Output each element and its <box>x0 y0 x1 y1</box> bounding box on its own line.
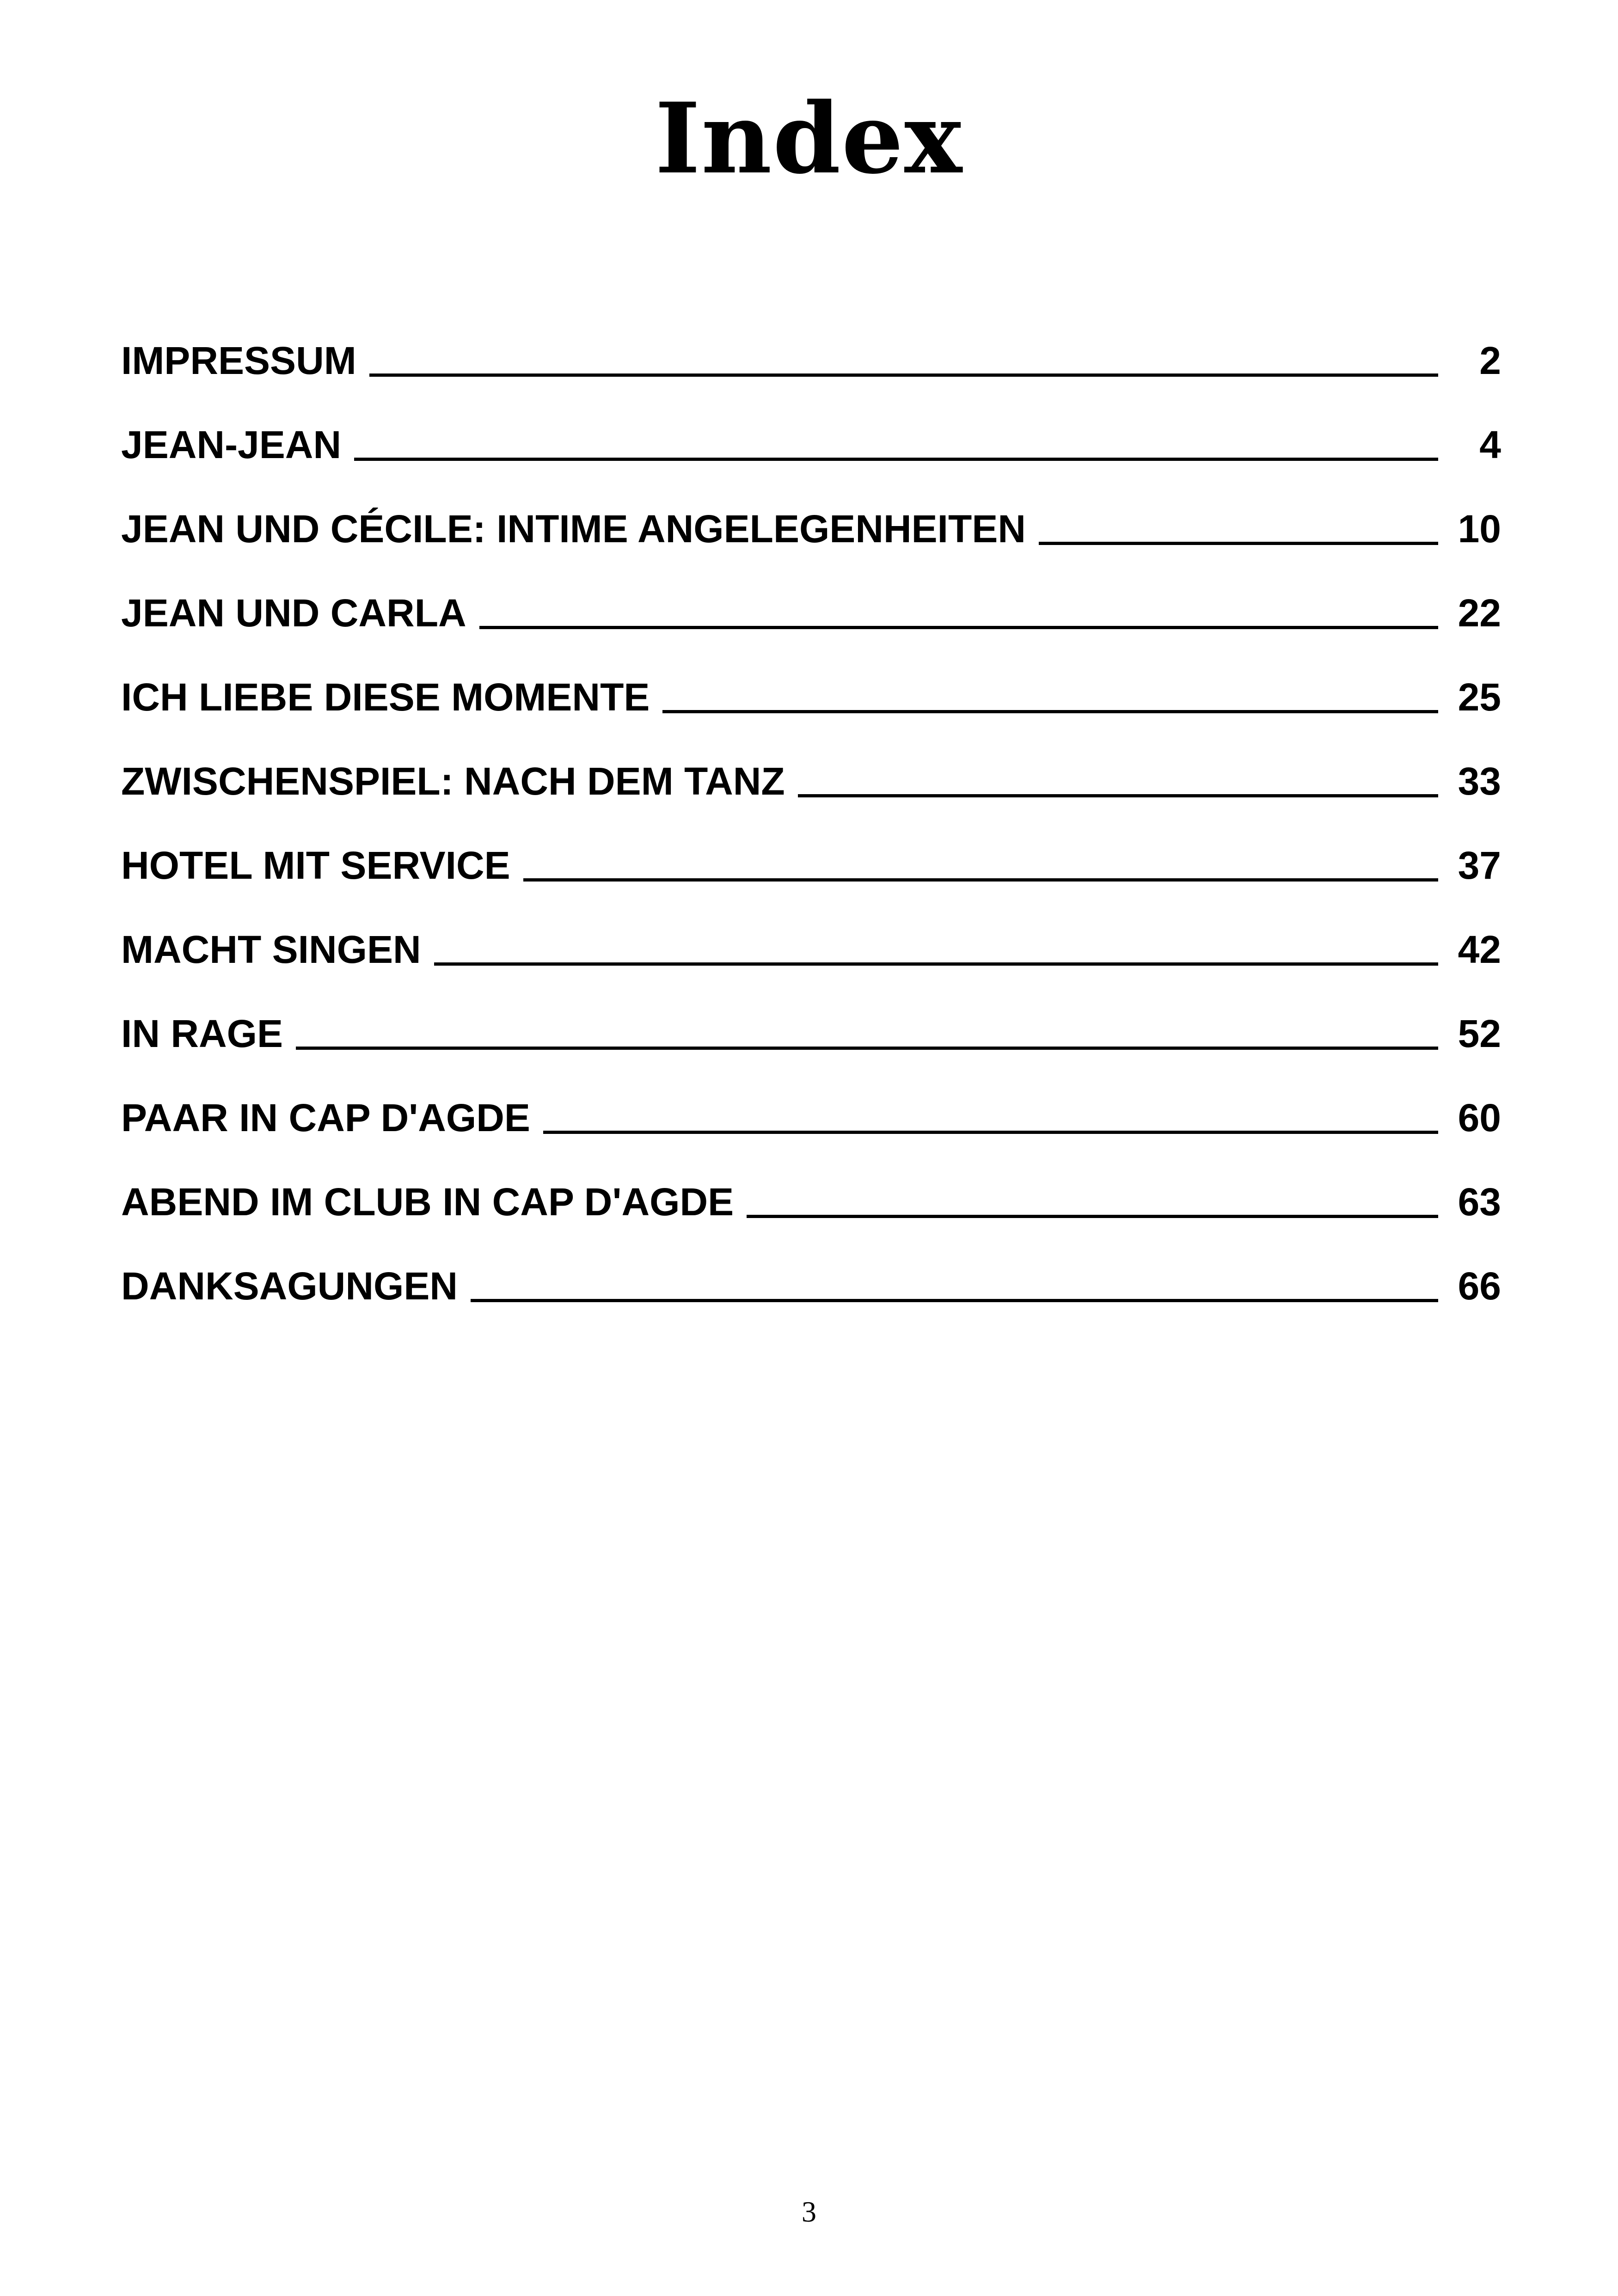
toc-entry-page: 37 <box>1458 844 1501 887</box>
toc-leader-line <box>747 1215 1438 1218</box>
toc-entry <box>121 922 1501 1006</box>
toc-entry <box>121 838 1501 922</box>
toc-entry-page: 33 <box>1458 759 1501 803</box>
toc-entry-title: ICH LIEBE DIESE MOMENTE <box>121 675 650 719</box>
toc-entry-title: HOTEL MIT SERVICE <box>121 844 510 887</box>
toc-leader-line <box>354 458 1438 461</box>
toc-entry-page: 60 <box>1458 1096 1501 1139</box>
toc-leader-line <box>798 794 1438 797</box>
toc-entry-page: 22 <box>1458 591 1501 635</box>
toc-entry-title: MACHT SINGEN <box>121 928 421 971</box>
toc-entry <box>121 417 1501 501</box>
toc-leader-line <box>543 1131 1438 1134</box>
toc-entry-page: 66 <box>1458 1264 1501 1308</box>
toc-leader-line <box>434 962 1438 966</box>
toc-entry <box>121 1090 1501 1174</box>
toc-entry-title: ZWISCHENSPIEL: NACH DEM TANZ <box>121 759 785 803</box>
toc-entry-title: DANKSAGUNGEN <box>121 1264 458 1308</box>
toc-entry-page: 4 <box>1479 423 1501 466</box>
toc-entry <box>121 1174 1501 1258</box>
toc-entry-page: 10 <box>1458 507 1501 551</box>
toc-leader-line <box>1039 542 1438 545</box>
toc-leader-line <box>369 373 1438 377</box>
toc-leader-line <box>523 878 1438 882</box>
toc-entry-page: 25 <box>1458 675 1501 719</box>
toc-leader-line <box>479 626 1438 629</box>
toc-entry-page: 52 <box>1458 1012 1501 1055</box>
toc-entry-page: 42 <box>1458 928 1501 971</box>
page-number: 3 <box>802 2195 816 2228</box>
toc-entry-page: 63 <box>1458 1180 1501 1224</box>
toc-leader-line <box>296 1047 1438 1050</box>
toc-entry-page: 2 <box>1479 339 1501 382</box>
toc-entry-title: PAAR IN CAP D'AGDE <box>121 1096 530 1139</box>
toc-entry-title: ABEND IM CLUB IN CAP D'AGDE <box>121 1180 734 1224</box>
toc-leader-line <box>662 710 1438 713</box>
toc-entry <box>121 1006 1501 1090</box>
toc-entry <box>121 333 1501 417</box>
toc-leader-line <box>471 1299 1438 1302</box>
toc-entry <box>121 1258 1501 1342</box>
toc-entry <box>121 669 1501 753</box>
toc-entry <box>121 585 1501 669</box>
table-of-contents <box>121 333 1501 1342</box>
toc-entry-title: IMPRESSUM <box>121 339 356 382</box>
toc-entry-title: IN RAGE <box>121 1012 283 1055</box>
page-title: Index <box>655 81 963 196</box>
toc-entry <box>121 753 1501 838</box>
toc-entry-title: JEAN UND CÉCILE: INTIME ANGELEGENHEITEN <box>121 507 1026 551</box>
toc-entry-title: JEAN UND CARLA <box>121 591 466 635</box>
toc-entry <box>121 501 1501 585</box>
toc-entry-title: JEAN-JEAN <box>121 423 342 466</box>
